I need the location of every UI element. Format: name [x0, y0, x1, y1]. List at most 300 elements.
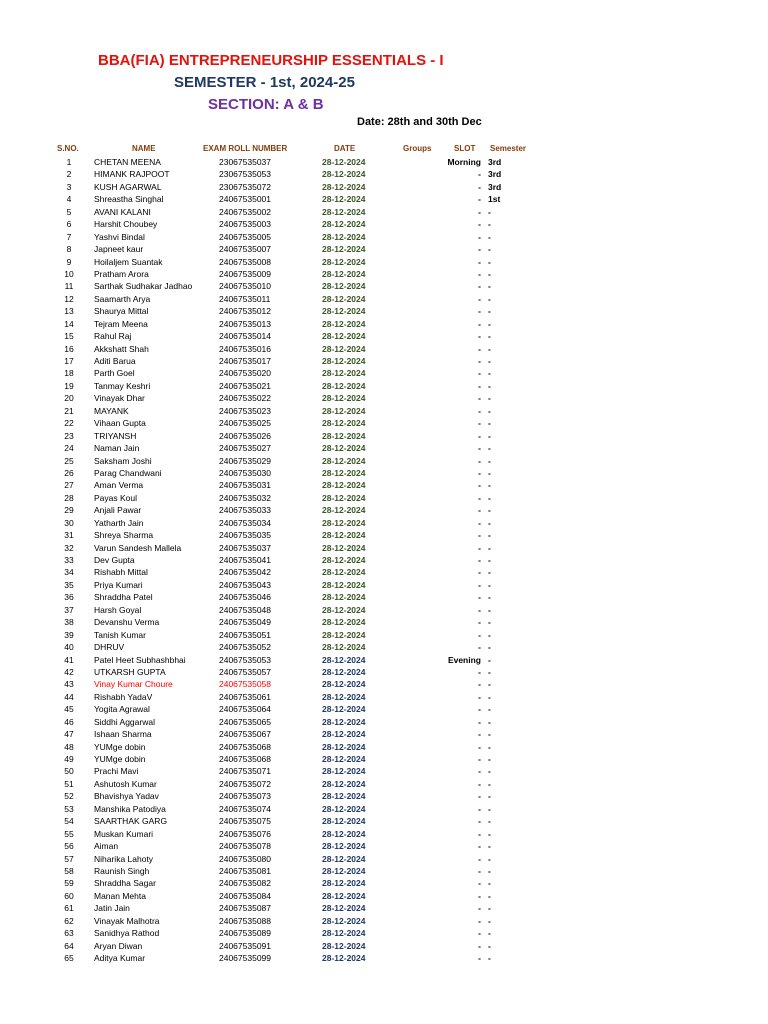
cell-sno: 58 — [64, 865, 74, 876]
cell-date: 28-12-2024 — [322, 567, 366, 578]
cell-semester: 3rd — [488, 157, 502, 167]
cell-semester: - — [488, 841, 491, 852]
cell-name: SAARTHAK GARG — [94, 816, 168, 827]
cell-sno: 10 — [64, 268, 74, 279]
cell-date: 28-12-2024 — [322, 754, 366, 764]
cell-slot: - — [478, 244, 481, 255]
cell-sno: 12 — [64, 293, 74, 304]
cell-semester: - — [488, 903, 491, 914]
cell-date: 28-12-2024 — [322, 704, 366, 715]
cell-sno: 28 — [64, 492, 74, 503]
cell-name: Manshika Patodiya — [94, 803, 166, 814]
cell-slot: - — [478, 940, 481, 951]
cell-roll-number: 24067535032 — [219, 492, 272, 503]
table-row — [0, 691, 768, 703]
cell-date: 28-12-2024 — [322, 953, 366, 963]
cell-sno: 25 — [64, 455, 74, 466]
cell-date: 28-12-2024 — [322, 903, 366, 914]
cell-date: 28-12-2024 — [322, 617, 366, 628]
cell-slot: - — [478, 542, 481, 553]
cell-slot: - — [478, 828, 481, 839]
cell-semester: - — [488, 579, 491, 590]
table-row — [0, 604, 768, 616]
cell-sno: 3 — [66, 181, 72, 192]
table-row — [0, 256, 768, 268]
cell-semester: - — [488, 654, 491, 665]
cell-sno: 47 — [64, 729, 74, 740]
table-row — [0, 206, 768, 218]
cell-sno: 49 — [64, 754, 74, 764]
table-row — [0, 778, 768, 790]
cell-sno: 56 — [64, 841, 74, 852]
cell-sno: 34 — [64, 567, 74, 578]
cell-semester: - — [488, 604, 491, 615]
cell-semester: - — [488, 231, 491, 242]
header-roll-number: EXAM ROLL NUMBER — [203, 144, 288, 153]
table-row — [0, 927, 768, 939]
cell-date: 28-12-2024 — [322, 629, 366, 640]
table-row — [0, 392, 768, 404]
cell-slot: Evening — [447, 654, 481, 665]
exam-date-line: Date: 28th and 30th Dec — [357, 116, 482, 128]
cell-slot: - — [478, 480, 481, 491]
cell-name: Pratham Arora — [94, 268, 149, 279]
cell-date: 28-12-2024 — [322, 604, 366, 615]
cell-sno: 62 — [64, 915, 74, 926]
cell-semester: - — [488, 704, 491, 715]
table-row — [0, 430, 768, 442]
cell-name: Patel Heet Subhashbhai — [94, 654, 186, 665]
cell-name: Niharika Lahoty — [94, 853, 154, 864]
table-row — [0, 405, 768, 417]
cell-slot: - — [478, 418, 481, 429]
cell-semester: - — [488, 393, 491, 404]
cell-slot: - — [478, 878, 481, 889]
table-row — [0, 268, 768, 280]
cell-slot: Morning — [447, 157, 481, 167]
table-row — [0, 741, 768, 753]
cell-name: Vihaan Gupta — [94, 418, 146, 429]
cell-sno: 60 — [64, 890, 74, 901]
cell-sno: 9 — [66, 256, 72, 267]
table-row — [0, 803, 768, 815]
cell-roll-number: 24067535099 — [219, 953, 272, 963]
cell-roll-number: 24067535005 — [219, 231, 272, 242]
cell-semester: - — [488, 878, 491, 889]
cell-date: 28-12-2024 — [322, 778, 366, 789]
table-row — [0, 940, 768, 952]
cell-date: 28-12-2024 — [322, 530, 366, 541]
cell-sno: 36 — [64, 592, 74, 603]
table-row — [0, 318, 768, 330]
table-row — [0, 479, 768, 491]
cell-roll-number: 24067535078 — [219, 841, 272, 852]
cell-date: 28-12-2024 — [322, 542, 366, 553]
cell-name: Naman Jain — [94, 443, 140, 454]
table-row — [0, 703, 768, 715]
cell-date: 28-12-2024 — [322, 443, 366, 454]
cell-sno: 54 — [64, 816, 74, 827]
cell-roll-number: 24067535026 — [219, 430, 272, 441]
cell-date: 28-12-2024 — [322, 729, 366, 740]
cell-name: Priya Kumari — [94, 579, 143, 590]
cell-name: Parag Chandwani — [94, 467, 162, 478]
cell-semester: - — [488, 555, 491, 565]
cell-date: 28-12-2024 — [322, 405, 366, 416]
cell-sno: 43 — [64, 679, 74, 690]
table-row — [0, 728, 768, 740]
cell-date: 28-12-2024 — [322, 928, 366, 939]
cell-slot: - — [478, 331, 481, 342]
cell-semester: - — [488, 865, 491, 876]
cell-roll-number: 24067535057 — [219, 666, 272, 677]
cell-date: 28-12-2024 — [322, 318, 366, 329]
cell-roll-number: 24067535076 — [219, 828, 272, 839]
table-row — [0, 654, 768, 666]
table-row — [0, 542, 768, 554]
cell-name: UTKARSH GUPTA — [94, 666, 166, 677]
cell-slot: - — [478, 405, 481, 416]
table-row — [0, 330, 768, 342]
cell-slot: - — [478, 691, 481, 702]
table-row — [0, 193, 768, 205]
cell-name: Tanmay Keshri — [94, 380, 151, 391]
cell-date: 28-12-2024 — [322, 791, 366, 802]
cell-roll-number: 24067535074 — [219, 803, 272, 814]
cell-roll-number: 24067535001 — [219, 194, 272, 205]
cell-roll-number: 24067535027 — [219, 443, 272, 454]
cell-semester: - — [488, 940, 491, 951]
cell-date: 28-12-2024 — [322, 853, 366, 864]
cell-name: Harshit Choubey — [94, 219, 158, 230]
cell-roll-number: 24067535030 — [219, 467, 272, 478]
cell-semester: - — [488, 679, 491, 690]
cell-sno: 30 — [64, 517, 74, 528]
cell-name: Devanshu Verma — [94, 617, 160, 628]
cell-date: 28-12-2024 — [322, 231, 366, 242]
cell-sno: 14 — [64, 318, 74, 329]
cell-semester: - — [488, 567, 491, 578]
cell-date: 28-12-2024 — [322, 455, 366, 466]
cell-date: 28-12-2024 — [322, 380, 366, 391]
cell-roll-number: 24067535068 — [219, 741, 272, 752]
cell-name: TRIYANSH — [94, 430, 137, 441]
cell-date: 28-12-2024 — [322, 679, 366, 690]
cell-date: 28-12-2024 — [322, 666, 366, 677]
cell-semester: - — [488, 542, 491, 553]
cell-semester: - — [488, 443, 491, 454]
cell-name: YUMge dobin — [94, 741, 146, 752]
table-row — [0, 231, 768, 243]
cell-name: Rishabh YadaV — [94, 691, 153, 702]
cell-name: Shraddha Sagar — [94, 878, 156, 889]
table-row — [0, 641, 768, 653]
cell-slot: - — [478, 853, 481, 864]
cell-name: Aiman — [94, 841, 119, 852]
table-row — [0, 156, 768, 168]
cell-semester: - — [488, 853, 491, 864]
cell-name: DHRUV — [94, 642, 125, 653]
cell-slot: - — [478, 791, 481, 802]
cell-semester: - — [488, 219, 491, 230]
cell-date: 28-12-2024 — [322, 368, 366, 379]
cell-roll-number: 24067535091 — [219, 940, 272, 951]
cell-roll-number: 23067535037 — [219, 157, 272, 167]
cell-roll-number: 24067535031 — [219, 480, 272, 491]
cell-roll-number: 24067535087 — [219, 903, 272, 914]
cell-roll-number: 24067535049 — [219, 617, 272, 628]
cell-roll-number: 24067535022 — [219, 393, 272, 404]
cell-name: CHETAN MEENA — [94, 157, 161, 167]
cell-roll-number: 24067535020 — [219, 368, 272, 379]
cell-roll-number: 24067535043 — [219, 579, 272, 590]
student-table-body — [0, 156, 768, 964]
cell-slot: - — [478, 890, 481, 901]
cell-semester: - — [488, 281, 491, 292]
cell-slot: - — [478, 467, 481, 478]
cell-roll-number: 24067535041 — [219, 555, 272, 565]
cell-sno: 5 — [66, 206, 72, 217]
cell-roll-number: 24067535046 — [219, 592, 272, 603]
cell-slot: - — [478, 953, 481, 963]
table-row — [0, 716, 768, 728]
cell-roll-number: 24067535065 — [219, 716, 272, 727]
cell-semester: - — [488, 306, 491, 317]
cell-date: 28-12-2024 — [322, 940, 366, 951]
cell-slot: - — [478, 642, 481, 653]
table-row — [0, 591, 768, 603]
table-row — [0, 579, 768, 591]
cell-roll-number: 24067535072 — [219, 778, 272, 789]
cell-slot: - — [478, 729, 481, 740]
cell-roll-number: 24067535071 — [219, 766, 272, 777]
cell-date: 28-12-2024 — [322, 579, 366, 590]
cell-slot: - — [478, 803, 481, 814]
table-row — [0, 865, 768, 877]
cell-sno: 31 — [64, 530, 74, 541]
table-row — [0, 915, 768, 927]
cell-roll-number: 24067535029 — [219, 455, 272, 466]
cell-sno: 51 — [64, 778, 74, 789]
cell-slot: - — [478, 194, 481, 205]
table-row — [0, 877, 768, 889]
table-row — [0, 504, 768, 516]
table-row — [0, 902, 768, 914]
cell-date: 28-12-2024 — [322, 654, 366, 665]
cell-semester: - — [488, 343, 491, 354]
cell-slot: - — [478, 219, 481, 230]
cell-sno: 63 — [64, 928, 74, 939]
cell-name: Akkshatt Shah — [94, 343, 149, 354]
table-row — [0, 616, 768, 628]
cell-slot: - — [478, 430, 481, 441]
cell-date: 28-12-2024 — [322, 766, 366, 777]
cell-name: Dev Gupta — [94, 555, 135, 565]
cell-roll-number: 24067535013 — [219, 318, 272, 329]
table-row — [0, 529, 768, 541]
cell-name: Aditi Barua — [94, 356, 136, 366]
cell-semester: - — [488, 828, 491, 839]
cell-sno: 17 — [64, 356, 74, 366]
cell-semester: - — [488, 293, 491, 304]
cell-roll-number: 24067535037 — [219, 542, 272, 553]
cell-roll-number: 24067535048 — [219, 604, 272, 615]
table-row — [0, 566, 768, 578]
cell-sno: 7 — [66, 231, 72, 242]
cell-name: Bhavishya Yadav — [94, 791, 159, 802]
cell-name: Tanish Kumar — [94, 629, 146, 640]
table-row — [0, 666, 768, 678]
cell-date: 28-12-2024 — [322, 865, 366, 876]
cell-date: 28-12-2024 — [322, 194, 366, 205]
table-row — [0, 467, 768, 479]
cell-roll-number: 24067535033 — [219, 505, 272, 516]
cell-roll-number: 24067535053 — [219, 654, 272, 665]
table-row — [0, 517, 768, 529]
cell-name: Varun Sandesh Mallela — [94, 542, 182, 553]
cell-name: MAYANK — [94, 405, 129, 416]
cell-semester: - — [488, 480, 491, 491]
cell-slot: - — [478, 268, 481, 279]
cell-slot: - — [478, 865, 481, 876]
cell-name: Vinay Kumar Choure — [94, 679, 173, 690]
cell-sno: 4 — [66, 194, 72, 205]
cell-date: 28-12-2024 — [322, 480, 366, 491]
table-row — [0, 853, 768, 865]
cell-roll-number: 24067535058 — [219, 679, 272, 690]
cell-sno: 38 — [64, 617, 74, 628]
cell-name: Harsh Goyal — [94, 604, 142, 615]
cell-date: 28-12-2024 — [322, 741, 366, 752]
cell-slot: - — [478, 629, 481, 640]
cell-semester: - — [488, 642, 491, 653]
cell-sno: 13 — [64, 306, 74, 317]
cell-date: 28-12-2024 — [322, 691, 366, 702]
cell-sno: 6 — [66, 219, 72, 230]
cell-roll-number: 24067535042 — [219, 567, 272, 578]
cell-sno: 23 — [64, 430, 74, 441]
cell-name: Shreya Sharma — [94, 530, 154, 541]
cell-date: 28-12-2024 — [322, 244, 366, 255]
cell-name: Aditya Kumar — [94, 953, 146, 963]
cell-name: Shreastha Singhal — [94, 194, 164, 205]
cell-name: Anjali Pawar — [94, 505, 142, 516]
table-row — [0, 815, 768, 827]
cell-slot: - — [478, 530, 481, 541]
cell-slot: - — [478, 281, 481, 292]
cell-slot: - — [478, 841, 481, 852]
cell-slot: - — [478, 256, 481, 267]
cell-roll-number: 24067535061 — [219, 691, 272, 702]
cell-date: 28-12-2024 — [322, 169, 366, 180]
cell-semester: 1st — [488, 194, 501, 205]
cell-semester: - — [488, 791, 491, 802]
cell-semester: - — [488, 517, 491, 528]
cell-sno: 57 — [64, 853, 74, 864]
cell-roll-number: 24067535075 — [219, 816, 272, 827]
cell-semester: - — [488, 380, 491, 391]
cell-sno: 44 — [64, 691, 74, 702]
cell-sno: 59 — [64, 878, 74, 889]
cell-name: Tejram Meena — [94, 318, 148, 329]
cell-slot: - — [478, 343, 481, 354]
cell-semester: - — [488, 816, 491, 827]
cell-slot: - — [478, 816, 481, 827]
cell-sno: 35 — [64, 579, 74, 590]
cell-name: Raunish Singh — [94, 865, 150, 876]
cell-roll-number: 24067535080 — [219, 853, 272, 864]
cell-sno: 27 — [64, 480, 74, 491]
cell-roll-number: 23067535072 — [219, 181, 272, 192]
cell-slot: - — [478, 579, 481, 590]
cell-roll-number: 24067535082 — [219, 878, 272, 889]
cell-semester: - — [488, 530, 491, 541]
cell-sno: 24 — [64, 443, 74, 454]
cell-slot: - — [478, 928, 481, 939]
cell-roll-number: 24067535051 — [219, 629, 272, 640]
cell-name: Yashvi Bindal — [94, 231, 145, 242]
table-row — [0, 678, 768, 690]
table-row — [0, 952, 768, 964]
cell-semester: - — [488, 244, 491, 255]
header-sno: S.NO. — [57, 144, 79, 153]
cell-date: 28-12-2024 — [322, 878, 366, 889]
cell-date: 28-12-2024 — [322, 517, 366, 528]
cell-slot: - — [478, 567, 481, 578]
cell-roll-number: 24067535035 — [219, 530, 272, 541]
table-row — [0, 280, 768, 292]
cell-date: 28-12-2024 — [322, 592, 366, 603]
table-row — [0, 355, 768, 367]
cell-slot: - — [478, 903, 481, 914]
cell-semester: - — [488, 691, 491, 702]
cell-name: Shaurya Mittal — [94, 306, 149, 317]
header-semester: Semester — [490, 144, 527, 153]
cell-roll-number: 24067535016 — [219, 343, 272, 354]
cell-date: 28-12-2024 — [322, 343, 366, 354]
cell-slot: - — [478, 443, 481, 454]
cell-date: 28-12-2024 — [322, 219, 366, 230]
cell-semester: - — [488, 803, 491, 814]
cell-roll-number: 24067535023 — [219, 405, 272, 416]
cell-name: Muskan Kumari — [94, 828, 154, 839]
cell-semester: - — [488, 890, 491, 901]
cell-slot: - — [478, 181, 481, 192]
cell-date: 28-12-2024 — [322, 268, 366, 279]
cell-slot: - — [478, 754, 481, 764]
cell-name: Siddhi Aggarwal — [94, 716, 155, 727]
cell-slot: - — [478, 679, 481, 690]
cell-slot: - — [478, 617, 481, 628]
cell-semester: - — [488, 368, 491, 379]
cell-date: 28-12-2024 — [322, 293, 366, 304]
cell-date: 28-12-2024 — [322, 716, 366, 727]
cell-roll-number: 24067535068 — [219, 754, 272, 764]
cell-sno: 19 — [64, 380, 74, 391]
table-row — [0, 629, 768, 641]
cell-roll-number: 23067535053 — [219, 169, 272, 180]
cell-semester: - — [488, 592, 491, 603]
cell-name: Manan Mehta — [94, 890, 146, 901]
cell-slot: - — [478, 318, 481, 329]
cell-sno: 20 — [64, 393, 74, 404]
cell-sno: 46 — [64, 716, 74, 727]
cell-sno: 61 — [64, 903, 74, 914]
cell-name: AVANI KALANI — [94, 206, 151, 217]
table-row — [0, 455, 768, 467]
cell-semester: - — [488, 256, 491, 267]
cell-slot: - — [478, 555, 481, 565]
